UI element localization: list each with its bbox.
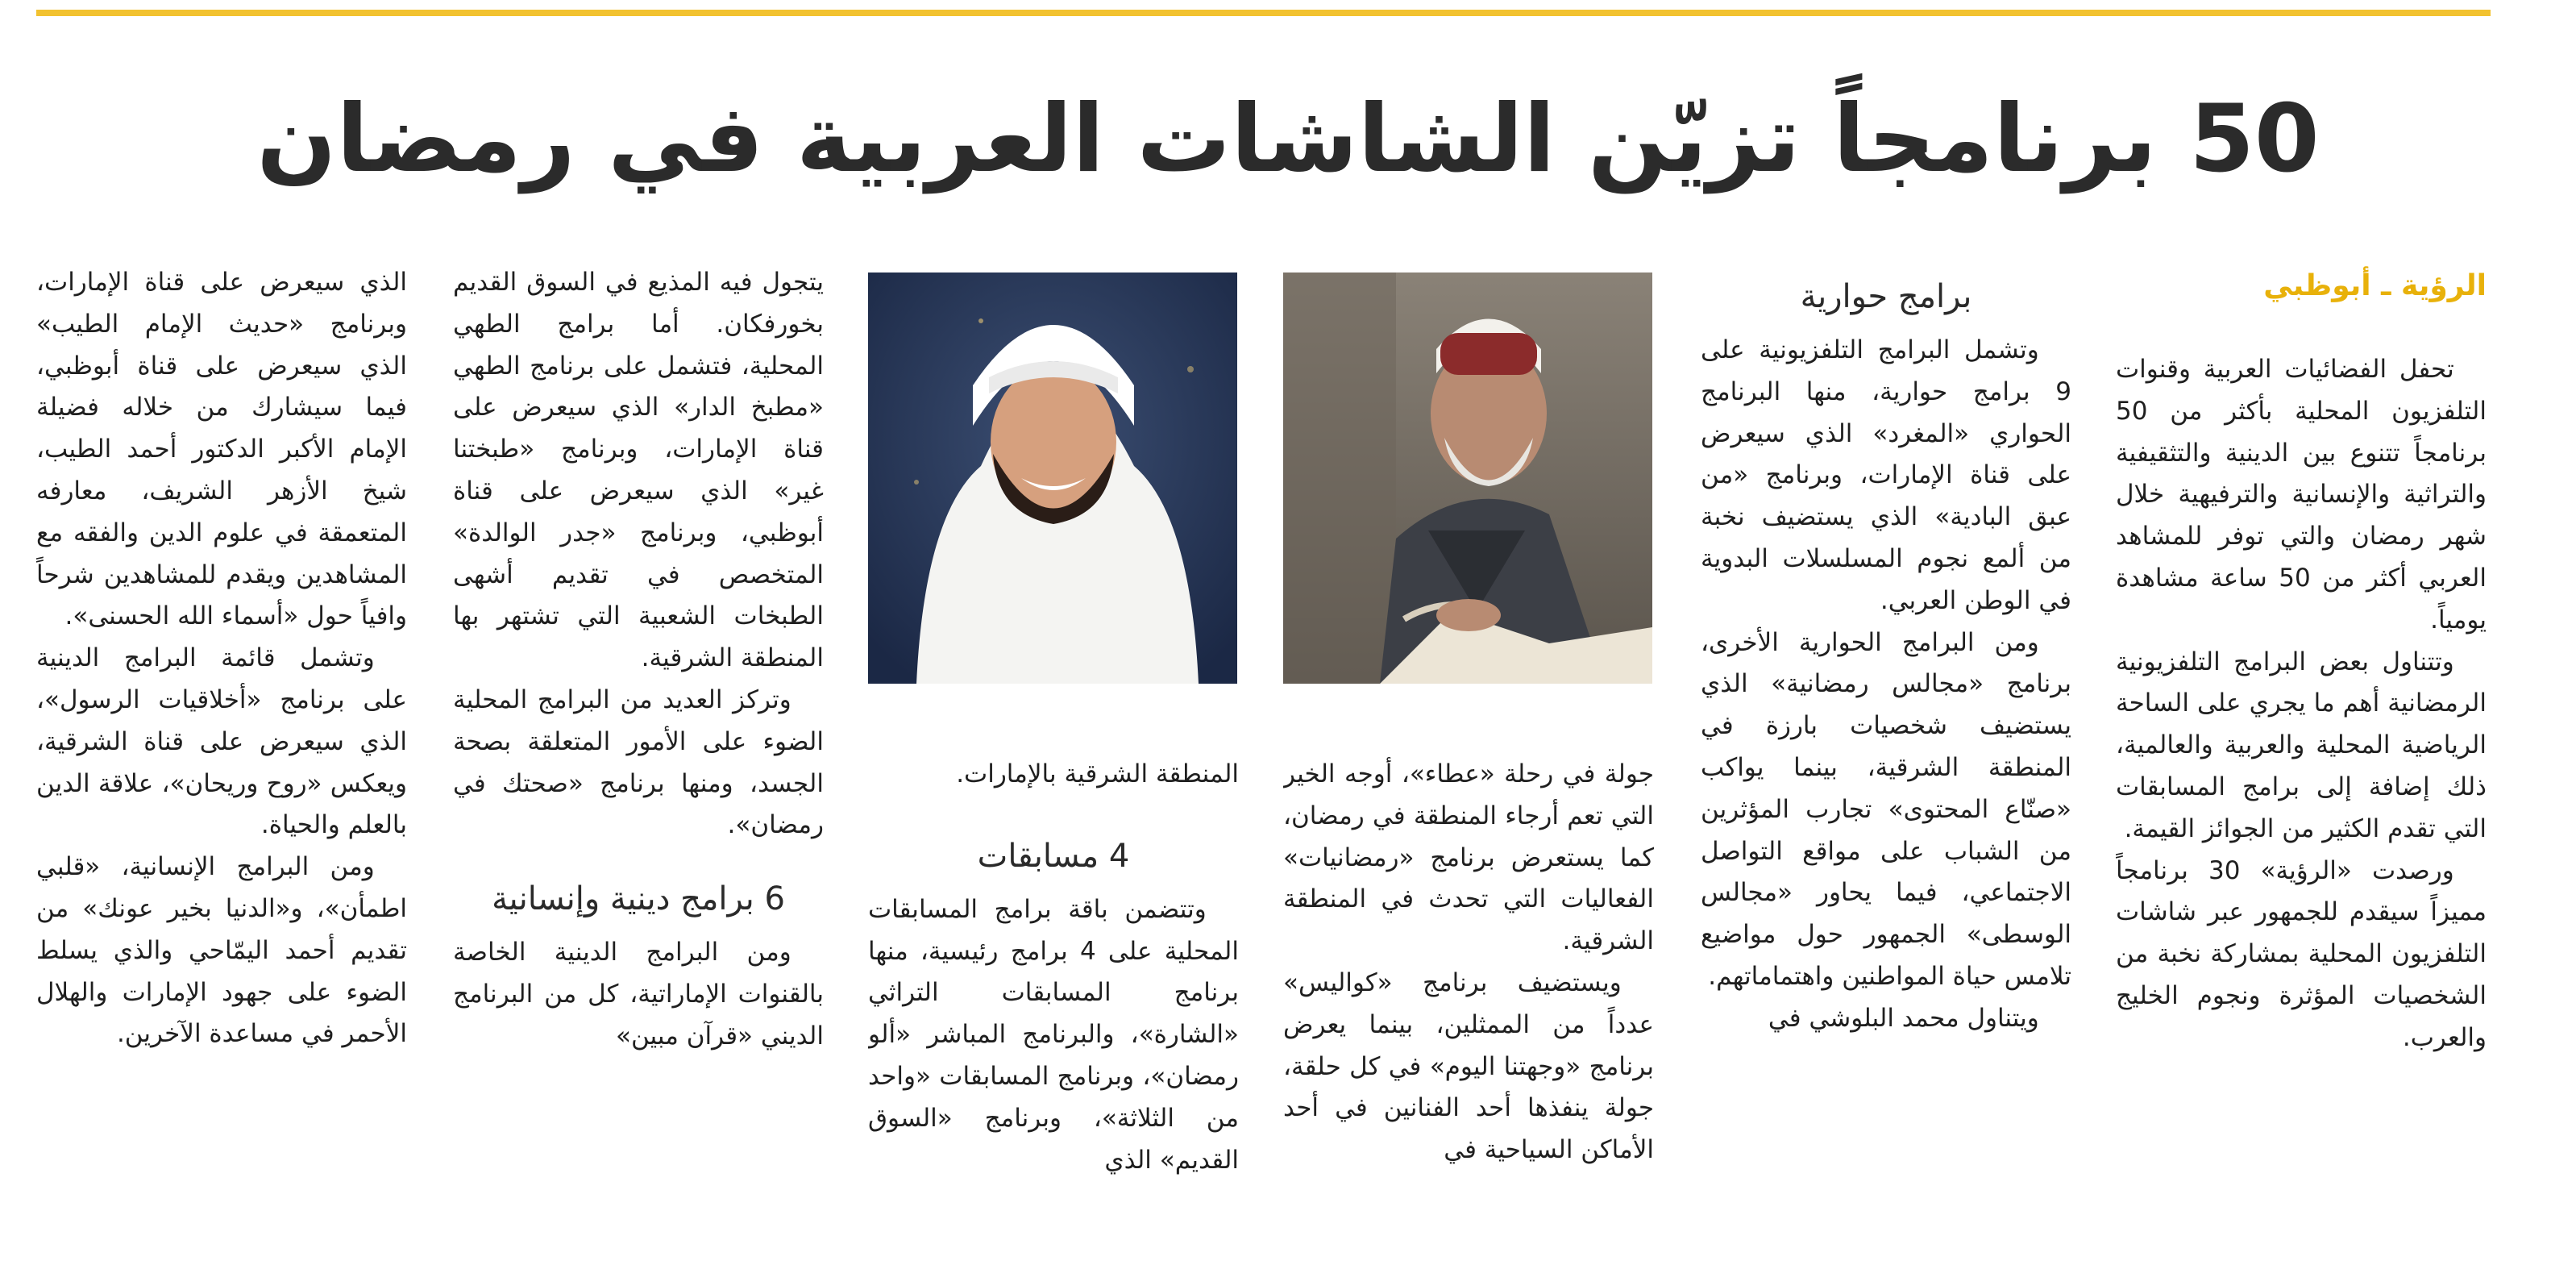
paragraph: جولة في رحلة «عطاء»، أوجه الخير التي تعم أرجاء المنطقة في رمضان، كما يستعرض برنامج «رمضانيات» الفعاليات التي تحدث في المنطقة الشرقية. [1283,759,1654,956]
photo-sheikh [1283,273,1652,684]
article-column-5 [453,262,824,1229]
subheading: 4 مسابقات [977,837,1130,875]
paragraph: تحفل الفضائيات العربية وقنوات التلفزيون المحلية بأكثر من 50 برنامجاً تتنوع بين الدينية والتثقيفية والتراثية والإنسانية والترفيهية خلال شهر رمضان والتي توفر للمشاهد العربي أكثر من 50 ساعة مشاهدة يومياً. [2116,355,2487,634]
subheading: برامج حوارية [1800,278,1972,315]
paragraph: ويتناول محمد البلوشي في [1768,1003,2039,1033]
paragraph: وتتناول بعض البرامج التلفزيونية الرمضانية أهم ما يجري على الساحة الرياضية المحلية والعربية والعالمية، ذلك إضافة إلى برامج المسابقات التي تقدم الكثير من الجوائز القيمة. [2116,647,2487,843]
paragraph: ومن البرامج الإنسانية، «قلبي اطمأن»، و«الدنيا بخير عونك» من تقديم أحمد اليمّاحي والذي يسلط الضوء على جهود الإمارات والهلال الأحمر في مساعدة الآخرين. [36,852,407,1049]
article-column-1 [2116,262,2487,1229]
headline: 50 برنامجاً تزيّن الشاشات العربية في رمضان [256,85,2320,193]
byline: الرؤية ـ أبوظبي [2263,269,2487,302]
paragraph: وتتضمن باقة برامج المسابقات المحلية على 4 برامج رئيسية، منها برنامج المسابقات التراثي «الشارة»، والبرنامج المباشر «ألو رمضان»، وبرنامج المسابقات «واحد من الثلاثة»، وبرنامج «السوق القديم» الذي [868,894,1239,1175]
paragraph: ومن البرامج الدينية الخاصة بالقنوات الإماراتية، كل من البرنامج الديني «قرآن مبين» [453,938,824,1051]
article-column-3 [1283,754,1654,1238]
paragraph: المنطقة الشرقية بالإمارات. [956,759,1239,788]
paragraph: وتشمل البرامج التلفزيونية على 9 برامج حوارية، منها البرنامج الحواري «المغرد» الذي سيعرض على قناة الإمارات، وبرنامج «من عبق البادية» الذي يستضيف نخبة من ألمع نجوم المسلسلات البدوية في الوطن العربي. [1701,335,2071,615]
article-column-2 [1701,262,2071,1229]
photo-presenter [868,273,1237,684]
paragraph: وتشمل قائمة البرامج الدينية على برنامج «أخلاقيات الرسول»، الذي سيعرض على قناة الشرقية، ويعكس «روح وريحان»، علاقة الدين بالعلم والحياة. [36,643,407,840]
subheading: 6 برامج دينية وإنسانية [492,880,785,918]
paragraph: الذي سيعرض على قناة الإمارات، وبرنامج «حديث الإمام الطيب» الذي سيعرض على قناة أبوظبي، فيما سيشارك من خلاله فضيلة الإمام الأكبر الدكتور أحمد الطيب، شيخ الأزهر الشريف، معارفه المتعمقة في علوم الدين والفقه مع المشاهدين ويقدم للمشاهدين شرحاً وافياً حول «أسماء الله الحسنى». [36,268,407,631]
top-accent-bar [36,10,2491,16]
paragraph: ورصدت «الرؤية» 30 برنامجاً مميزاً سيقدم للجمهور عبر شاشات التلفزيون المحلية بمشاركة نخبة من الشخصيات المؤثرة ونجوم الخليج والعرب. [2116,855,2487,1052]
article-column-6 [36,262,407,1229]
paragraph: وتركز العديد من البرامج المحلية الضوء على الأمور المتعلقة بصحة الجسد، ومنها برنامج «صحتك في رمضان». [453,684,824,840]
paragraph: يتجول فيه المذيع في السوق القديم بخورفكان. أما برامج الطهي المحلية، فتشمل على برنامج الطهي «مطبخ الدار» الذي سيعرض على قناة الإمارات، وبرنامج «طبختنا غير» الذي سيعرض على قناة أبوظبي، وبرنامج «جدر الوالدة» المتخصص في تقديم أشهى الطبخات الشعبية التي تشتهر بها المنطقة الشرقية. [453,268,824,673]
paragraph: ويستضيف برنامج «كواليس» عدداً من الممثلين، بينما يعرض برنامج «وجهتنا اليوم» في كل حلقة، جولة ينفذها أحد الفنانين في أحد الأماكن السياحية في [1283,967,1654,1165]
paragraph: ومن البرامج الحوارية الأخرى، برنامج «مجالس رمضانية» الذي يستضيف شخصيات بارزة في المنطقة الشرقية، بينما يواكب «صنّاع المحتوى» تجارب المؤثرين من الشباب على مواقع التواصل الاجتماعي، فيما يحاور «مجالس الوسطى» الجمهور حول مواضيع تلامس حياة المواطنين واهتماماتهم. [1701,627,2071,991]
article-column-4 [868,754,1239,1238]
